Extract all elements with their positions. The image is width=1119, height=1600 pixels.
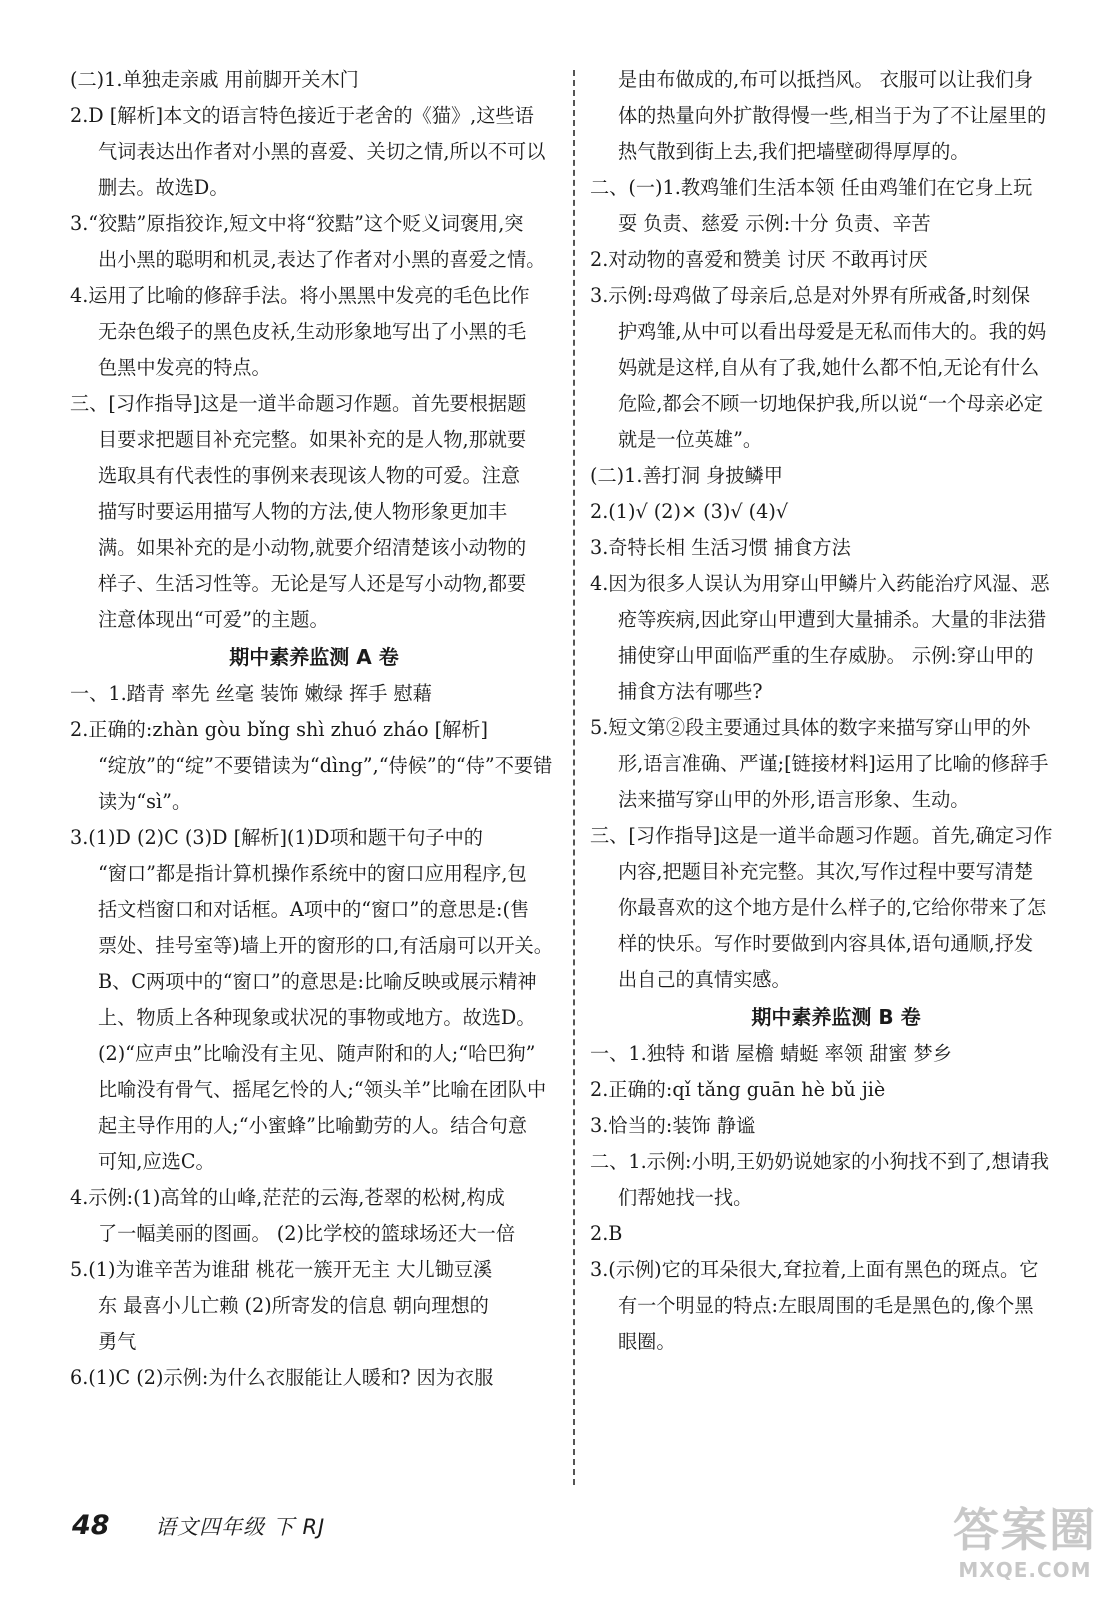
answer-line: 2.(1)√ (2)× (3)√ (4)√ [590,500,789,523]
answer-line: 2.正确的:zhàn gòu bǐng shì zhuó zháo [解析] [70,718,488,741]
page-number: 48 [72,1510,110,1541]
answer-line: 三、[习作指导]这是一道半命题习作题。首先,确定习作 [590,824,1053,847]
answer-line: 捕使穿山甲面临严重的生存威胁。 示例:穿山甲的 [618,644,1034,667]
answer-line: 内容,把题目补充完整。其次,写作过程中要写清楚 [618,860,1034,883]
answer-line: 气词表达出作者对小黑的喜爱、关切之情,所以不可以 [98,140,546,163]
answer-line: 你最喜欢的这个地方是什么样子的,它给你带来了怎 [618,896,1047,919]
answer-line: 三、[习作指导]这是一道半命题习作题。首先要根据题 [70,392,527,415]
answer-line: 了一幅美丽的图画。 (2)比学校的篮球场还大一倍 [98,1222,516,1245]
answer-line: 5.(1)为谁辛苦为谁甜 桃花一簇开无主 大儿锄豆溪 [70,1258,493,1281]
answer-line: 出自己的真情实感。 [618,968,791,991]
answer-line: 2.B [590,1222,623,1245]
answer-line: 护鸡雏,从中可以看出母爱是无私而伟大的。我的妈 [618,320,1047,343]
answer-line: 满。如果补充的是小动物,就要介绍清楚该小动物的 [98,536,527,559]
answer-line: 3.(示例)它的耳朵很大,耷拉着,上面有黑色的斑点。它 [590,1258,1039,1281]
answer-line: 疮等疾病,因此穿山甲遭到大量捕杀。大量的非法猎 [618,608,1047,631]
answer-line: 体的热量向外扩散得慢一些,相当于为了不让屋里的 [618,104,1047,127]
answer-line: 比喻没有骨气、摇尾乞怜的人;“领头羊”比喻在团队中 [98,1078,547,1101]
answer-line: 一、1.踏青 率先 丝毫 装饰 嫩绿 挥手 慰藉 [70,682,432,705]
answer-line: 5.短文第②段主要通过具体的数字来描写穿山甲的外 [590,716,1031,739]
answer-line: 删去。故选D。 [98,176,229,199]
answer-line: 是由布做成的,布可以抵挡风。 衣服可以让我们身 [618,68,1034,91]
answer-line: 眼圈。 [618,1330,676,1353]
answer-line: 3.“狡黠”原指狡诈,短文中将“狡黠”这个贬义词褒用,突 [70,212,524,235]
answer-line: 样子、生活习性等。无论是写人还是写小动物,都要 [98,572,527,595]
answer-line: 有一个明显的特点:左眼周围的毛是黑色的,像个黑 [618,1294,1034,1317]
answer-line: “窗口”都是指计算机操作系统中的窗口应用程序,包 [98,862,527,885]
answer-line: (二)1.单独走亲戚 用前脚开关木门 [70,68,359,91]
answer-line: 一、1.独特 和谐 屋檐 蜻蜓 率领 甜蜜 梦乡 [590,1042,952,1065]
answer-line: 形,语言准确、严谨;[链接材料]运用了比喻的修辞手 [618,752,1049,775]
answer-line: 目要求把题目补充完整。如果补充的是人物,那就要 [98,428,527,451]
column-divider [573,70,575,1485]
page-footer [72,1510,325,1550]
answer-line: 2.正确的:qǐ tǎng guān hè bǔ jiè [590,1078,886,1101]
section-heading: 期中素养监测 B 卷 [751,1005,921,1029]
answer-line: 勇气 [98,1330,137,1353]
answer-line: 样的快乐。写作时要做到内容具体,语句通顺,抒发 [618,932,1034,955]
answer-line: 4.示例:(1)高耸的山峰,茫茫的云海,苍翠的松树,构成 [70,1186,505,1209]
answer-line: 票处、挂号室等)墙上开的窗形的口,有活扇可以开关。 [98,934,553,957]
answer-line: 注意体现出“可爱”的主题。 [98,608,329,631]
right-column [590,62,1082,1360]
footer-book-title: 语文四年级 下 RJ [155,1515,326,1539]
answer-line: 捕食方法有哪些? [618,680,763,703]
answer-line: 描写时要运用描写人物的方法,使人物形象更加丰 [98,500,508,523]
answer-line: 妈就是这样,自从有了我,她什么都不怕,无论有什么 [618,356,1040,379]
answer-line: 二、(一)1.教鸡雏们生活本领 任由鸡雏们在它身上玩 [590,176,1033,199]
answer-line: 色黑中发亮的特点。 [98,356,271,379]
answer-line: 3.示例:母鸡做了母亲后,总是对外界有所戒备,时刻保 [590,284,1030,307]
answer-line: 就是一位英雄”。 [618,428,763,451]
answer-line: 6.(1)C (2)示例:为什么衣服能让人暖和? 因为衣服 [70,1366,494,1389]
answer-line: 耍 负责、慈爱 示例:十分 负责、辛苦 [618,212,931,235]
answer-line: 3.恰当的:装饰 静谧 [590,1114,756,1137]
answer-line: 危险,都会不顾一切地保护我,所以说“一个母亲必定 [618,392,1043,415]
answer-line: 4.运用了比喻的修辞手法。将小黑黑中发亮的毛色比作 [70,284,530,307]
answer-line: (二)1.善打洞 身披鳞甲 [590,464,783,487]
answer-line: 2.D [解析]本文的语言特色接近于老舍的《猫》,这些语 [70,104,534,127]
answer-line: 热气散到街上去,我们把墙壁砌得厚厚的。 [618,140,970,163]
answer-line: 无杂色缎子的黑色皮袄,生动形象地写出了小黑的毛 [98,320,527,343]
answer-line: (2)“应声虫”比喻没有主见、随声附和的人;“哈巴狗” [98,1042,536,1065]
watermark-logo-text: 答案圈 [953,1503,1097,1557]
answer-line: 2.对动物的喜爱和赞美 讨厌 不敢再讨厌 [590,248,928,271]
answer-line: 们帮她找一找。 [618,1186,753,1209]
answer-line: 二、1.示例:小明,王奶奶说她家的小狗找不到了,想请我 [590,1150,1050,1173]
answer-line: “绽放”的“绽”不要错读为“dìng”,“侍候”的“侍”不要错 [98,754,553,777]
watermark-logo [945,1502,1105,1594]
answer-line: 括文档窗口和对话框。A项中的“窗口”的意思是:(售 [98,898,530,921]
section-heading: 期中素养监测 A 卷 [229,645,399,669]
answer-line: 可知,应选C。 [98,1150,215,1173]
answer-line: 3.奇特长相 生活习惯 捕食方法 [590,536,851,559]
watermark-url: MXQE.COM [958,1558,1092,1582]
answer-line: 出小黑的聪明和机灵,表达了作者对小黑的喜爱之情。 [98,248,546,271]
answer-line: 读为“sì”。 [98,790,192,813]
answer-line: 东 最喜小儿亡赖 (2)所寄发的信息 朝向理想的 [98,1294,489,1317]
answer-line: 法来描写穿山甲的外形,语言形象、生动。 [618,788,970,811]
answer-line: 起主导作用的人;“小蜜蜂”比喻勤劳的人。结合句意 [98,1114,528,1137]
answer-line: B、C两项中的“窗口”的意思是:比喻反映或展示精神 [98,970,537,993]
left-column [70,62,558,1396]
answer-line: 3.(1)D (2)C (3)D [解析](1)D项和题干句子中的 [70,826,483,849]
answer-line: 4.因为很多人误认为用穿山甲鳞片入药能治疗风湿、恶 [590,572,1050,595]
answer-line: 选取具有代表性的事例来表现该人物的可爱。注意 [98,464,521,487]
answer-line: 上、物质上各种现象或状况的事物或地方。故选D。 [98,1006,536,1029]
